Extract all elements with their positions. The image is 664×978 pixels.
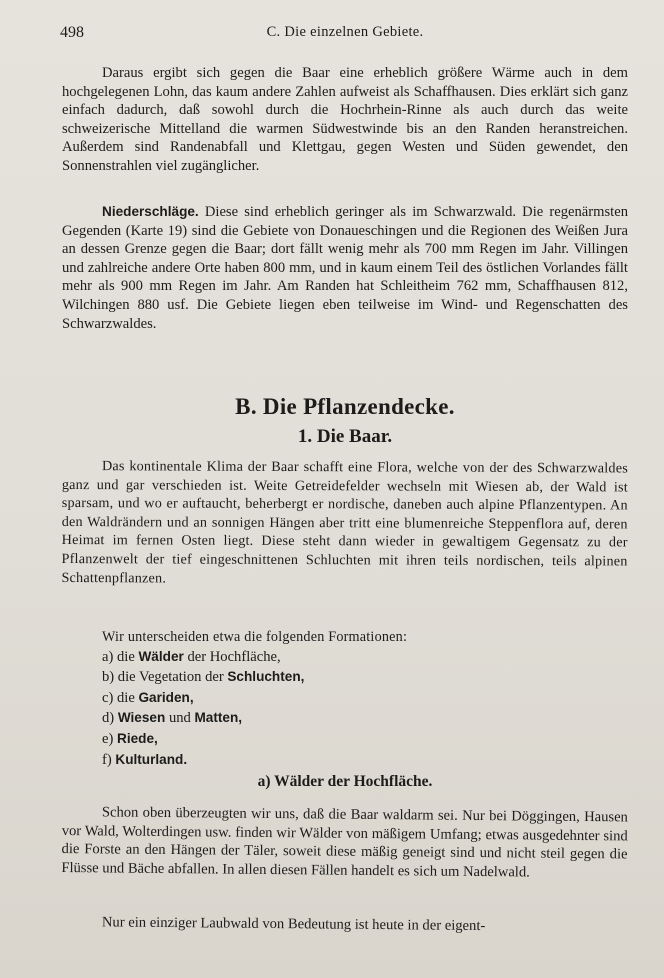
subsubsection-heading-block <box>62 772 628 792</box>
list-item: e) Riede, <box>102 730 158 747</box>
list-item: c) die Gariden, <box>102 689 194 706</box>
paragraph-body: Diese sind erheblich geringer als im Schwarzwald. Die regenärmsten Gegenden (Karte 19) sind die Gebiete von Donaueschingen und die Regionen des Weißen Jura an dessen Grenze gegen die Baar; dort fällt wenig mehr als 700 mm Regen im Jahr. Villingen und zahlreiche andere Orte haben 800 mm, und in kaum einem Teil des östlichen Vorlandes fällt mehr als 900 mm Regen im Jahr. Am Randen hat Schleitheim 762 mm, Schaffhausen 812, Wilchingen 880 usf. Die Gebiete liegen eben teilweise im Wind- und Regenschatten des Schwarzwaldes. <box>62 204 628 332</box>
paragraph-warmth <box>62 64 628 176</box>
subsection-heading-block <box>62 425 628 449</box>
section-heading: B. Die Pflanzendecke. <box>235 394 455 419</box>
formations-block <box>62 628 628 770</box>
list-item: d) Wiesen und Matten, <box>102 710 243 727</box>
paragraph-flora <box>61 457 628 590</box>
running-title: C. Die einzelnen Gebiete. <box>266 24 424 40</box>
paragraph-precipitation <box>62 203 628 333</box>
page-number: 498 <box>60 24 84 41</box>
formations-intro: Wir unterscheiden etwa die folgenden Formationen: <box>102 629 408 645</box>
paragraph-text: Nur ein einziger Laubwald von Bedeutung ist heute in der eigent- <box>101 914 486 935</box>
paragraph-text <box>62 203 628 333</box>
page-header <box>60 24 630 46</box>
subsection-heading: 1. Die Baar. <box>297 426 393 447</box>
list-item: b) die Vegetation der Schluchten, <box>102 669 305 686</box>
list-item: f) Kulturland. <box>102 751 188 768</box>
list-item: a) die Wälder der Hochfläche, <box>102 648 281 665</box>
section-heading-block <box>62 393 628 421</box>
run-in-heading: Niederschläge. <box>102 204 199 219</box>
subsubsection-heading: a) Wälder der Hochfläche. <box>257 773 433 790</box>
paragraph-text: Schon oben überzeugten wir uns, daß die Baar waldarm sei. Nur bei Döggingen, Hausen vor Wald, Wolterdingen usw. finden wir Wälder von mäßigem Umfang; etwas ausgedehnter sind die Forste an den Hängen der Täler, soweit diese mäßig geneigt sind und nicht steil gegen die Flüsse und Bäche abfallen. In allen diesen Fällen handelt es sich um Nadelwald. <box>61 804 628 881</box>
paragraph-text: Das kontinentale Klima der Baar schafft eine Flora, welche von der des Schwarzwaldes ganz und gar verschieden ist. Weite Getreidefelder wechseln mit Wiesen ab, der Wald ist sparsam, und wo er auftaucht, beherbergt er nordische, daneben auch alpine Pflanzentypen. An den Waldrändern und an sonnigen Hängen aber tritt eine blumenreiche Steppenflora auf, deren Heimat im fernen Osten liegt. Diese steht dann wieder in gewaltigem Gegensatz zu der Pflanzenwelt der tief eingeschnittenen Schluchten mit ihren teils nordischen, teils alpinen Schattenpflanzen. <box>61 458 628 587</box>
paragraph-text: Daraus ergibt sich gegen die Baar eine erheblich größere Wärme auch in dem hochgelegenen Lohn, das kaum andere Zahlen aufweist als Schaffhausen. Dies erklärt sich ganz einfach dadurch, daß sowohl durch die Hochrhein-Rinne als auch durch das weite schweizerische Mittelland die warmen Südwestwinde bis an den Randen heranstreichen. Außerdem sind Randenabfall und Klettgau, gegen Westen und Süden gewendet, den Sonnenstrahlen viel zugänglicher. <box>62 65 628 174</box>
paragraph-forests <box>61 803 628 883</box>
paragraph-continuation <box>62 913 628 937</box>
formations-list <box>62 647 628 771</box>
